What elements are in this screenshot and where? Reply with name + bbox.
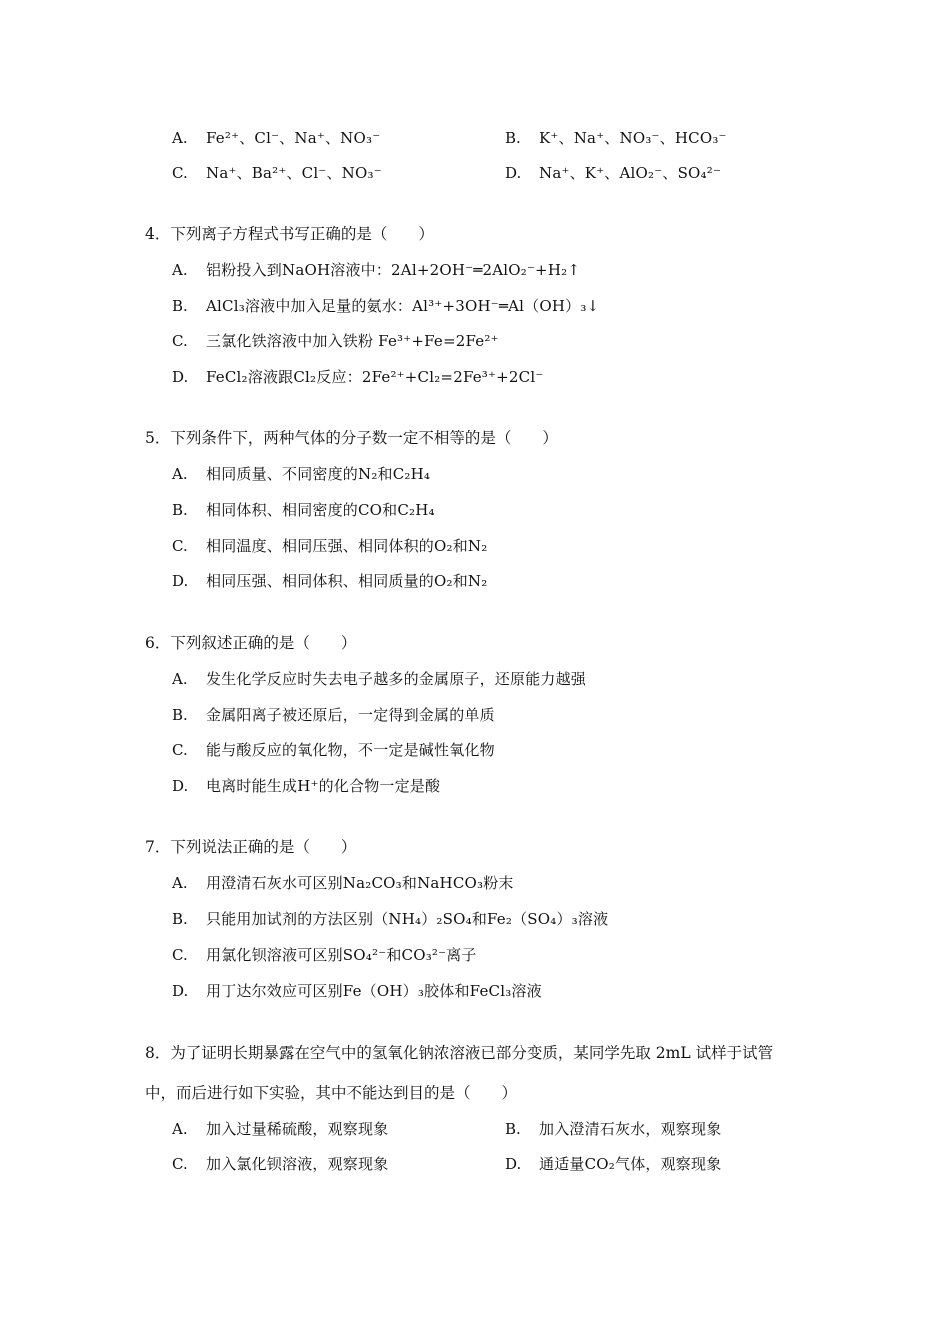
option-text: 通适量CO₂气体，观察现象 — [539, 1155, 722, 1173]
q7-stem: 7．下列说法正确的是（ ） — [145, 838, 357, 856]
option-letter: A. — [172, 874, 188, 892]
option-letter: D. — [505, 164, 522, 182]
option-text: 相同质量、不同密度的N₂和C₂H₄ — [206, 465, 431, 483]
q4-option-d — [172, 367, 543, 387]
option-text: 金属阳离子被还原后，一定得到金属的单质 — [206, 706, 495, 724]
option-text: Na⁺、K⁺、AlO₂⁻、SO₄²⁻ — [539, 164, 722, 182]
q5-option-d — [172, 571, 487, 591]
option-text: 加入澄清石灰水，观察现象 — [539, 1120, 722, 1138]
q5-stem: 5．下列条件下，两种气体的分子数一定不相等的是（ ） — [145, 429, 558, 447]
option-text: 加入氯化钡溶液，观察现象 — [206, 1155, 389, 1173]
q4-option-b — [172, 296, 599, 316]
q4-stem: 4．下列离子方程式书写正确的是（ ） — [145, 225, 434, 243]
option-letter: D. — [172, 572, 189, 590]
q7-option-a — [172, 873, 514, 893]
option-text: 只能用加试剂的方法区别（NH₄）₂SO₄和Fe₂（SO₄）₃溶液 — [206, 910, 609, 928]
option-letter: D. — [172, 368, 189, 386]
option-letter: A. — [172, 129, 188, 147]
option-text: 发生化学反应时失去电子越多的金属原子，还原能力越强 — [206, 670, 587, 688]
q5-option-a — [172, 464, 430, 484]
q8-option-a — [172, 1119, 388, 1139]
q5-option-c — [172, 536, 487, 556]
option-letter: C. — [172, 164, 188, 182]
q7-option-d — [172, 981, 542, 1001]
q5-option-b — [172, 500, 435, 520]
option-letter: C. — [172, 741, 188, 759]
option-letter: A. — [172, 261, 188, 279]
option-letter: D. — [172, 982, 189, 1000]
q6-option-b — [172, 705, 495, 725]
q8-option-c — [172, 1154, 388, 1174]
option-letter: B. — [172, 910, 188, 928]
q3-option-d — [505, 163, 721, 183]
option-letter: B. — [172, 297, 188, 315]
option-text: Fe²⁺、Cl⁻、Na⁺、NO₃⁻ — [206, 129, 381, 147]
option-letter: A. — [172, 465, 188, 483]
option-text: K⁺、Na⁺、NO₃⁻、HCO₃⁻ — [539, 129, 727, 147]
option-text: 能与酸反应的氧化物，不一定是碱性氧化物 — [206, 741, 495, 759]
option-text: 用氯化钡溶液可区别SO₄²⁻和CO₃²⁻离子 — [206, 946, 477, 964]
q3-option-a — [172, 128, 380, 148]
q3-option-b — [505, 128, 727, 148]
option-text: 用澄清石灰水可区别Na₂CO₃和NaHCO₃粉末 — [206, 874, 514, 892]
option-text: AlCl₃溶液中加入足量的氨水：Al³⁺+3OH⁻═Al（OH）₃↓ — [206, 297, 600, 315]
option-text: Na⁺、Ba²⁺、Cl⁻、NO₃⁻ — [206, 164, 382, 182]
q6-option-d — [172, 776, 440, 796]
option-letter: B. — [505, 1120, 521, 1138]
q8-stem-line2: 中，而后进行如下实验，其中不能达到目的是（ ） — [145, 1084, 518, 1102]
q7-option-b — [172, 909, 608, 929]
option-text: 用丁达尔效应可区别Fe（OH）₃胶体和FeCl₃溶液 — [206, 982, 542, 1000]
q3-option-c — [172, 163, 382, 183]
option-text: 电离时能生成H⁺的化合物一定是酸 — [206, 777, 441, 795]
q6-option-a — [172, 669, 586, 689]
option-letter: B. — [172, 501, 188, 519]
option-letter: B. — [172, 706, 188, 724]
q8-stem-line1: 8．为了证明长期暴露在空气中的氢氧化钠浓溶液已部分变质，某同学先取 2mL 试样于试管 — [145, 1044, 774, 1062]
q4-option-c — [172, 331, 499, 351]
option-letter: C. — [172, 1155, 188, 1173]
option-letter: B. — [505, 129, 521, 147]
option-letter: D. — [505, 1155, 522, 1173]
q6-option-c — [172, 740, 495, 760]
option-letter: D. — [172, 777, 189, 795]
q8-option-d — [505, 1154, 721, 1174]
option-text: 加入过量稀硫酸，观察现象 — [206, 1120, 389, 1138]
q8-option-b — [505, 1119, 721, 1139]
q7-option-c — [172, 945, 477, 965]
option-text: 相同体积、相同密度的CO和C₂H₄ — [206, 501, 435, 519]
option-text: 三氯化铁溶液中加入铁粉 Fe³⁺+Fe=2Fe²⁺ — [206, 332, 499, 350]
option-letter: C. — [172, 332, 188, 350]
option-letter: A. — [172, 670, 188, 688]
option-text: 相同温度、相同压强、相同体积的O₂和N₂ — [206, 537, 488, 555]
option-text: 相同压强、相同体积、相同质量的O₂和N₂ — [206, 572, 488, 590]
q6-stem: 6．下列叙述正确的是（ ） — [145, 634, 357, 652]
option-letter: C. — [172, 537, 188, 555]
option-letter: A. — [172, 1120, 188, 1138]
option-text: FeCl₂溶液跟Cl₂反应：2Fe²⁺+Cl₂=2Fe³⁺+2Cl⁻ — [206, 368, 544, 386]
option-letter: C. — [172, 946, 188, 964]
q4-option-a — [172, 260, 580, 280]
option-text: 铝粉投入到NaOH溶液中：2Al+2OH⁻═2AlO₂⁻+H₂↑ — [206, 261, 581, 279]
